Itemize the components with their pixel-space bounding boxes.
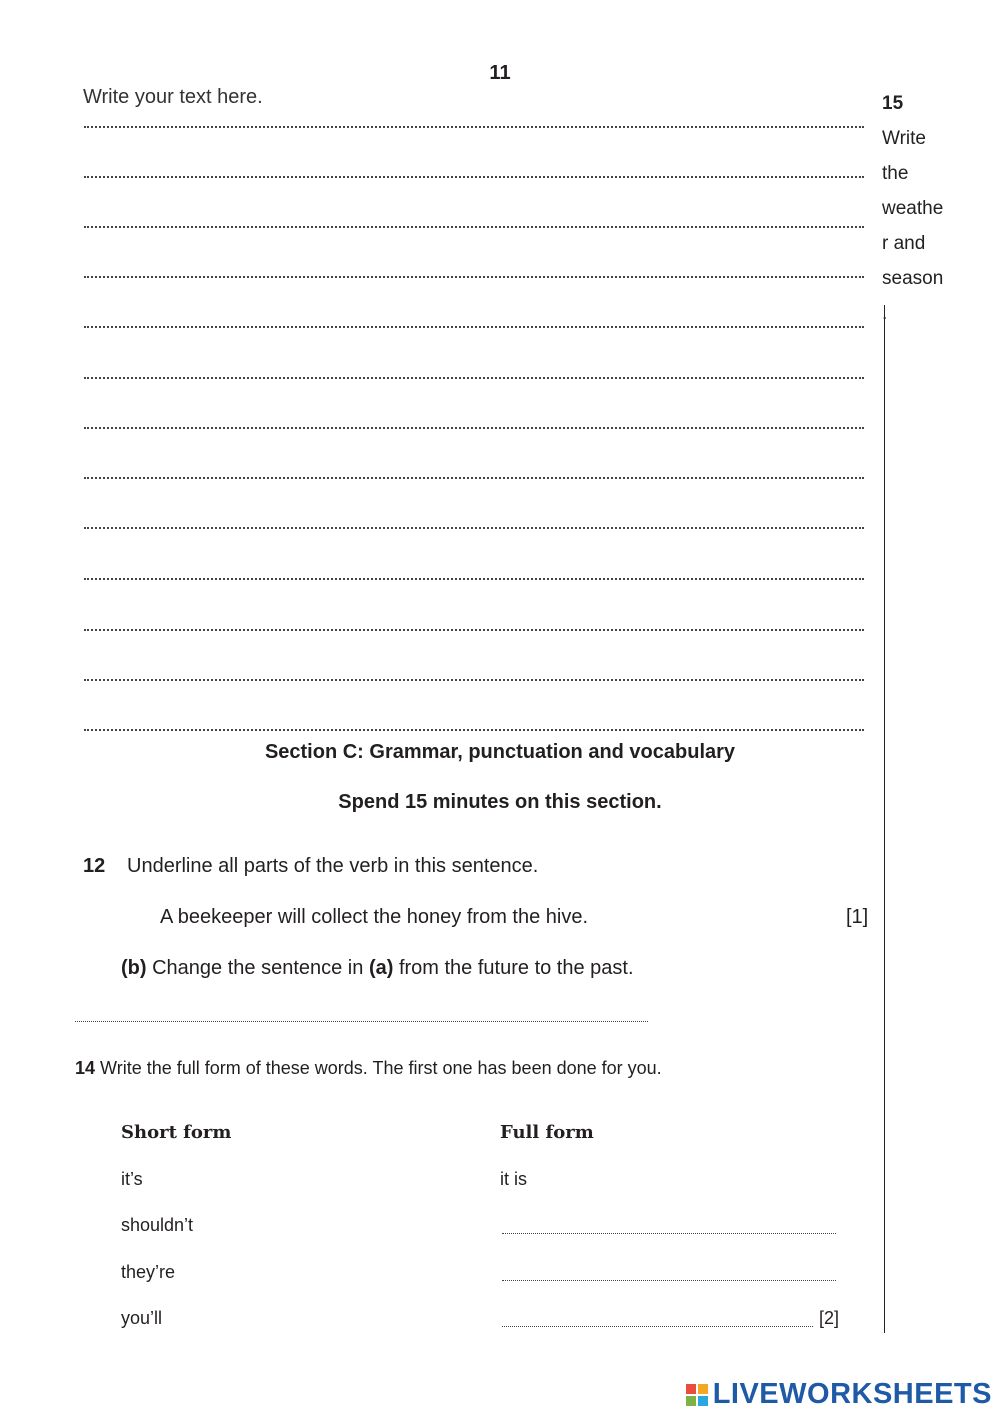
column-header-short: Short form: [121, 1122, 232, 1143]
answer-line: [84, 377, 864, 379]
answer-textarea-placeholder[interactable]: Write your text here.: [83, 86, 263, 108]
section-subtitle: Spend 15 minutes on this section.: [338, 791, 662, 813]
answer-line: [84, 126, 864, 128]
side-question-line: weathe: [882, 198, 944, 219]
full-form-cell: it is: [500, 1169, 527, 1189]
side-question-line: Write: [882, 128, 926, 149]
short-form-cell: it’s: [121, 1169, 143, 1189]
question-14: [75, 1058, 662, 1079]
logo-grid-icon: [686, 1384, 708, 1406]
side-question-line: season: [882, 268, 944, 289]
answer-line: [84, 176, 864, 178]
answer-line: [84, 578, 864, 580]
answer-line: [84, 226, 864, 228]
answer-line: [84, 276, 864, 278]
page-number: 11: [489, 62, 511, 84]
full-form-answer-input[interactable]: [502, 1326, 813, 1327]
liveworksheets-logo[interactable]: [686, 1378, 992, 1411]
margin-divider: [884, 305, 885, 1333]
answer-line: [84, 477, 864, 479]
full-form-answer-input[interactable]: [502, 1280, 836, 1281]
answer-line: [84, 679, 864, 681]
side-question-number: 15: [882, 93, 904, 114]
question-instruction: Underline all parts of the verb in this sentence.: [127, 855, 539, 877]
section-title: Section C: Grammar, punctuation and vocabulary: [264, 741, 736, 763]
answer-line: [84, 427, 864, 429]
answer-line: [84, 326, 864, 328]
answer-line: [84, 629, 864, 631]
short-form-cell: they’re: [121, 1262, 176, 1282]
short-form-cell: you’ll: [121, 1308, 163, 1328]
part-label: (b): [121, 957, 147, 979]
question-number: 12: [83, 855, 106, 877]
answer-line: [84, 729, 864, 731]
side-question-line: the: [882, 163, 909, 184]
example-sentence[interactable]: A beekeeper will collect the honey from the hive.: [160, 906, 589, 928]
short-form-cell: shouldn’t: [121, 1215, 194, 1235]
brand-name: LIVEWORKSHEETS: [712, 1378, 992, 1410]
question-12-part-b: [121, 957, 634, 980]
side-question-line: .: [882, 303, 888, 324]
part-text: from the future to the past.: [393, 957, 634, 979]
question-instruction: Write the full form of these words. The first one has been done for you.: [95, 1058, 662, 1078]
question-12: [83, 855, 538, 878]
part-text: Change the sentence in: [146, 957, 369, 979]
full-form-answer-input[interactable]: [502, 1233, 836, 1234]
mark-label: [2]: [819, 1308, 840, 1328]
question-number: 14: [75, 1058, 96, 1078]
side-question-15: [882, 86, 962, 331]
part-reference: (a): [368, 957, 394, 979]
side-question-line: r and: [882, 233, 926, 254]
mark-label: [1]: [846, 906, 869, 928]
answer-line-part-b[interactable]: [75, 1021, 648, 1022]
answer-line: [84, 527, 864, 529]
column-header-full: Full form: [500, 1122, 594, 1143]
